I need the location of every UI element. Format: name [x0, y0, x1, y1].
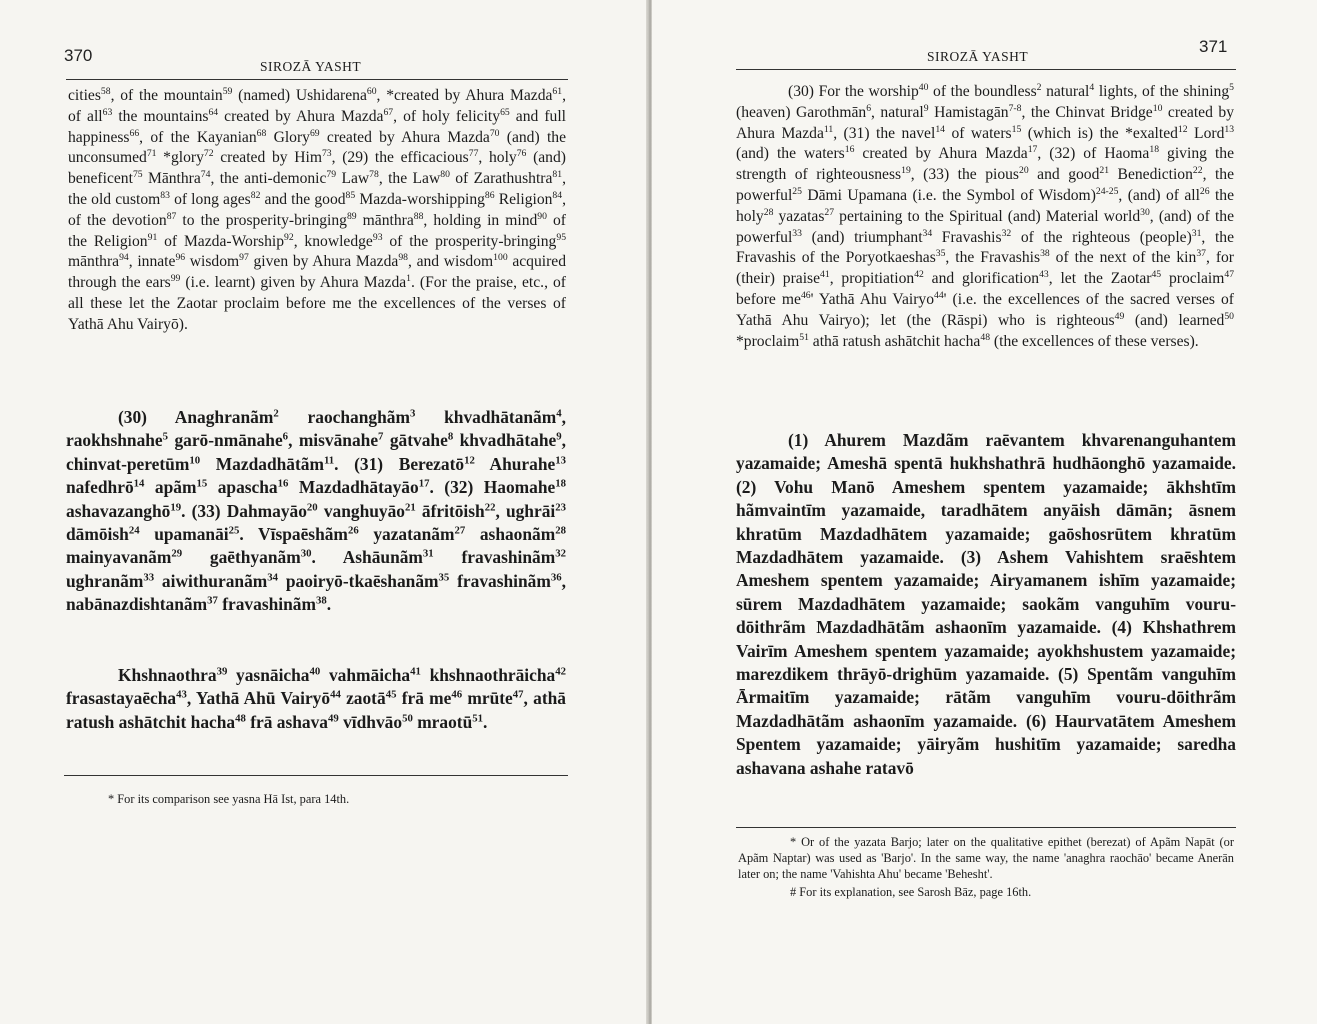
- avesta-text: [736, 429, 1236, 780]
- header-rule: [66, 79, 568, 80]
- footnote-rule: [64, 775, 568, 776]
- right-page: [652, 0, 1317, 1024]
- running-head: SIROZĀ YASHT: [927, 49, 1029, 64]
- left-page: [0, 0, 648, 1024]
- page-number: 371: [1199, 37, 1228, 56]
- avesta-text: [66, 664, 566, 734]
- paragraph: (1) Ahurem Mazdãm raēvantem khvarenanguhantem yazamaide; Ameshā spentā hukhshathrā hudhāonghō yazamaide. (2) Vohu Manō Ameshem spentem yazamaide; ākhshtīm hãmvaintīm yazamaide, taradhātem anyāish dāmān; āsnem khratūm Mazdadhātem yazamaide; gaōshosrūtem khratūm Mazdadhātem yazamaide. (3) Ashem Vahishtem sraēshtem Ameshem spentem yazamaide; Airyamanem ishīm yazamaide; sūrem Mazdadhātem yazamaide; saokãm vanguhīm vouru-dōithrãm Mazdadhātãm ashaonīm yazamaide. (4) Khshathrem Vairīm Ameshem spentem yazamaide; ayokhshustem yazamaide; marezdikem thrāyō-drighūm yazamaide. (5) Spentãm vanguhīm Ārmaitīm yazamaide; rātãm vanguhīm vouru-dōithrãm Mazdadhātãm ashaonīm yazamaide. (6) Haurvatātem Ameshem Spentem yazamaide; yāiryãm hushitīm yazamaide; saredha ashavana ashahe ratavō: [736, 430, 1236, 778]
- footnote-rule: [736, 827, 1236, 828]
- header-rule: [736, 69, 1236, 70]
- footnote-text: * Or of the yazata Barjo; later on the qualitative epithet (berezat) of Apãm Napāt (or Apãm Naptar) was used as 'Barjo'. In the same way, the name 'anaghra raochāo' became Anerān later on; the name 'Vahishta Ahu' became 'Behesht'.: [738, 835, 1234, 881]
- paragraph: (30) Anaghranãm$^2$ raochanghãm$^3$ khvadhātanãm$^4$, raokhshnahe$^5$ garō-nmānahe$^6$, misvānahe$^7$ gātvahe$^8$ khvadhātahe$^9$, chinvat-peretūm$^{10}$ Mazdadhātãm$^{11}$. (31) Berezatō$^{12}$ Ahurahe$^{13}$ nafedhrō$^{14}$ apãm$^{15}$ apascha$^{16}$ Mazdadhātayāo$^{17}$. (32) Haomahe$^{18}$ ashavazanghō$^{19}$. (33) Dahmayāo$^{20}$ vanghuyāo$^{21}$ āfritōish$^{22}$, ughrāi$^{23}$ dāmōish$^{24}$ upamanāi$^{25}$. Vīspaēshãm$^{26}$ yazatanãm$^{27}$ ashaonãm$^{28}$ mainyavanãm$^{29}$ gaēthyanãm$^{30}$. Ashāunãm$^{31}$ fravashinãm$^{32}$ ughranãm$^{33}$ aiwithuranãm$^{34}$ paoiryō-tkaēshanãm$^{35}$ fravashinãm$^{36}$, nabānazdishtanãm$^{37}$ fravashinãm$^{38}$.: [66, 407, 567, 615]
- footnote: [738, 834, 1234, 900]
- paragraph: Khshnaothra$^{39}$ yasnāicha$^{40}$ vahmāicha$^{41}$ khshnaothrāicha$^{42}$ frasastayaēcha$^{43}$, Yathā Ahū Vairyō$^{44}$ zaotā$^{45}$ frā $me^{46}$ mrūte$^{47}$, athā ratush ashātchit hacha$^{48}$ frā ashava$^{49}$ vīdhvāo$^{50}$ mraotū$^{51}$.: [66, 665, 566, 732]
- english-translation: [736, 82, 1234, 352]
- paragraph: cities$^{58}$, of the mountain$^{59}$ (named) Ushidarena$^{60}$, *created by Ahura Mazda$^{61}$, of all$^{63}$ the mountains$^{64}$ created by Ahura Mazda$^{67}$, of holy felicity$^{65}$ and full happiness$^{66}$, of the Kayanian$^{68}$ Glory$^{69}$ created by Ahura Mazda$^{70}$ (and) the unconsumed$^{71}$ *glory$^{72}$ created by Him$^{73}$, (29) the efficacious$^{77}$, holy$^{76}$ (and) beneficent$^{75}$ Mānthra$^{74}$, the anti-demonic$^{79}$ Law$^{78}$, the Law$^{80}$ of Zarathushtra$^{81}$, the old custom$^{83}$ of long ages$^{82}$ and the good$^{85}$ Mazda-worshipping$^{86}$ Religion$^{84}$, of the devotion$^{87}$ to the prosperity-bringing$^{89}$ mānthra$^{88}$, holding in mind$^{90}$ of the Religion$^{91}$ of Mazda-Worship$^{92}$, knowledge$^{93}$ of the prosperity-bringing$^{95}$ mānthra$^{94}$, innate$^{96}$ wisdom$^{97}$ given by Ahura Mazda$^{98}$, and wisdom$^{100}$ acquired through the ears$^{99}$ (i.e. learnt) given by Ahura Mazda$^1$. (For the praise, etc., of all these let the Zaotar proclaim before me the excellences of the verses of Yathā Ahu Vairyō).: [68, 86, 567, 333]
- avesta-text: [66, 406, 566, 617]
- page-number: 370: [64, 46, 93, 65]
- footnote-text: * For its comparison see yasna Hā Ist, para 14th.: [108, 792, 350, 806]
- footnote: [108, 791, 548, 807]
- paragraph: (30) For the worship$^{40}$ of the boundless$^2$ natural$^4$ lights, of the shining$^5$ (heaven) Garothmān$^6$, natural$^9$ Hamistagān$^{7-8}$, the Chinvat Bridge$^{10}$ created by Ahura Mazda$^{11}$, (31) the navel$^{14}$ of waters$^{15}$ (which is) the *exalted$^{12}$ Lord$^{13}$ (and) the waters$^{16}$ created by Ahura Mazda$^{17}$, (32) of Haoma$^{18}$ giving the strength of righteousness$^{19}$, (33) the pious$^{20}$ and good$^{21}$ Benediction$^{22}$, the powerful$^{25}$ Dāmi Upamana (i.e. the Symbol of Wisdom)$^{24-25}$, (and) of all$^{26}$ the holy$^{28}$ yazatas$^{27}$ pertaining to the Spiritual (and) Material world$^{30}$, (and) of the powerful$^{33}$ (and) triumphant$^{34}$ Fravashis$^{32}$ of the righteous (people)$^{31}$, the Fravashis of the Poryotkaeshas$^{35}$, the Fravashis$^{38}$ of the next of the kin$^{37}$, for (their) praise$^{41}$, propitiation$^{42}$ and glorification$^{43}$, let the Zaotar$^{45}$ proclaim$^{47}$ before $me^{46}'$ Yathā Ahu Vairyo$^{44}$' (i.e. the excellences of the sacred verses of Yathā Ahu Vairyo); let (the (Rāspi) who is righteous$^{49}$ (and) learned$^{50}$ *proclaim$^{51}$ athā ratush ashātchit hacha$^{48}$ (the excellences of these verses).: [736, 82, 1235, 350]
- footnote-text: # For its explanation, see Sarosh Bāz, page 16th.: [790, 885, 1032, 899]
- english-translation: [68, 86, 566, 336]
- running-head: SIROZĀ YASHT: [260, 59, 362, 74]
